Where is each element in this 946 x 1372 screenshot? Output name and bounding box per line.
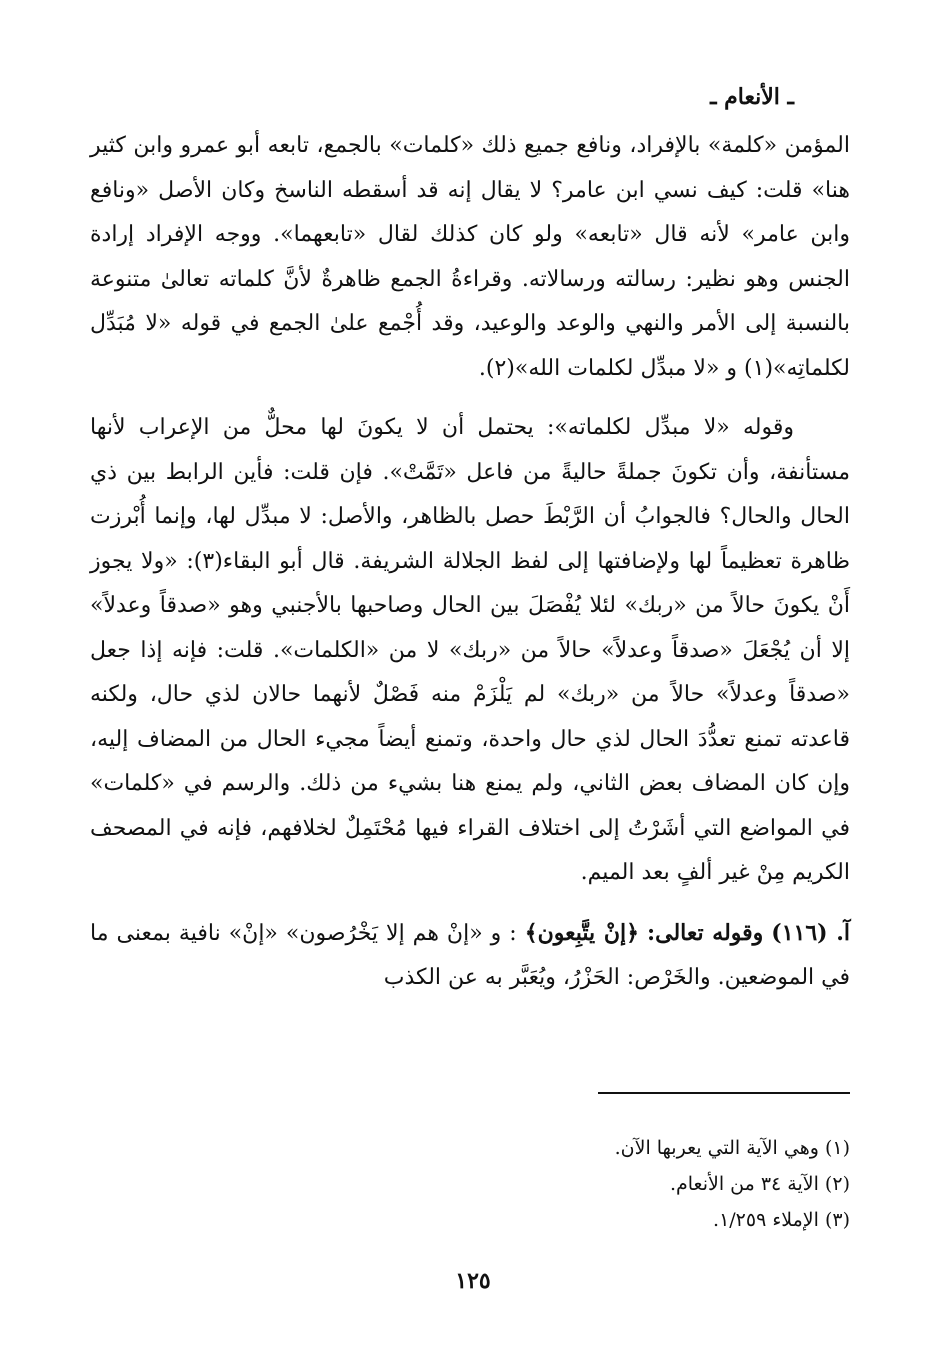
paragraph-2: وقوله «لا مبدِّل لكلماته»: يحتمل أن لا يكونَ لها محلٌّ من الإعراب لأنها مستأنفة، وأن تكونَ جملةً حاليةً من فاعل «تَمَّتْ». فإن قلت: فأين الرابط بين ذي الحال والحال؟ فالجوابُ أن الرَّبْطَ حصل بالظاهر، والأصل: لا مبدِّل لها، وإنما أُبْرزت ظاهرة تعظيماً لها ولإضافتها إلى لفظ الجلالة الشريفة. قال أبو البقاء(٣): «ولا يجوز أَنْ يكونَ حالاً من «ربك» لئلا يُفْصَلَ بين الحال وصاحبها بالأجنبي وهو «صدقاً وعدلاً» إلا أن يُجْعَلَ «صدقاً وعدلاً» حالاً من «ربك» لا من «الكلمات». قلت: فإنه إذا جعل «صدقاً وعدلاً» حالاً من «ربك» لم يَلْزَمْ منه فَصْلٌ لأنهما حالان لذي حال، ولكنه قاعدته تمنع تعدُّدَ الحال لذي حال واحدة، وتمنع أيضاً مجيء الحال من المضاف إليه، وإن كان المضاف بعض الثاني، ولم يمنع هنا بشيء من ذلك. والرسم في «كلمات» في المواضع التي أشَرْتُ إلى اختلاف القراء فيها مُحْتَمِلٌ لخلافهم، فإنه في المصحف الكريم مِنْ غير ألفٍ بعد الميم.	[90, 415, 851, 885]
verse-commentary: : و «إنْ هم إلا يَخْرُصون» «إنْ» نافية بمعنى ما في الموضعين. والخَرْص: الحَزْرُ، ويُعَبَّر به عن الكذب	[90, 920, 850, 990]
footnote-2: (٢) الآية ٣٤ من الأنعام.	[669, 1173, 850, 1195]
paragraph-1: المؤمن «كلمة» بالإفراد، ونافع جميع ذلك «كلمات» بالجمع، تابعه أبو عمرو وابن كثير هنا» قلت: كيف نسي ابن عامر؟ لا يقال إنه قد أسقطه الناسخ وكان الأصل «ونافع وابن عامر» لأنه قال «تابعه» ولو كان كذلك لقال «تابعهما». ووجه الإفراد إرادة الجنس وهو نظير: رسالته ورسالاته. وقراءةُ الجمع ظاهرةٌ لأنَّ كلماته تعالىٰ متنوعة بالنسبة إلى الأمر والنهي والوعد والوعيد، وقد أُجْمع علىٰ الجمع في قوله «لا مُبَدِّل لكلماتِه»(١) و «لا مبدِّل لكلمات الله»(٢).	[90, 133, 850, 381]
footnote-1: (١) وهي الآية التي يعربها الآن.	[614, 1137, 850, 1159]
verse-number: آ. (١١٦)	[771, 919, 851, 946]
running-header: ـ الأنعام ـ	[710, 84, 794, 110]
verse-quote: ﴿إنْ يتَّبِعون﴾	[524, 919, 639, 946]
footnote-3: (٣) الإملاء ١/٢٥٩.	[713, 1209, 850, 1231]
verse-label: وقوله تعالى:	[647, 919, 764, 946]
verse-paragraph	[90, 911, 850, 1001]
footnotes	[350, 1130, 850, 1238]
body-text	[90, 124, 850, 1001]
page-number: ١٢٥	[455, 1268, 491, 1294]
footnote-divider	[598, 1092, 850, 1094]
